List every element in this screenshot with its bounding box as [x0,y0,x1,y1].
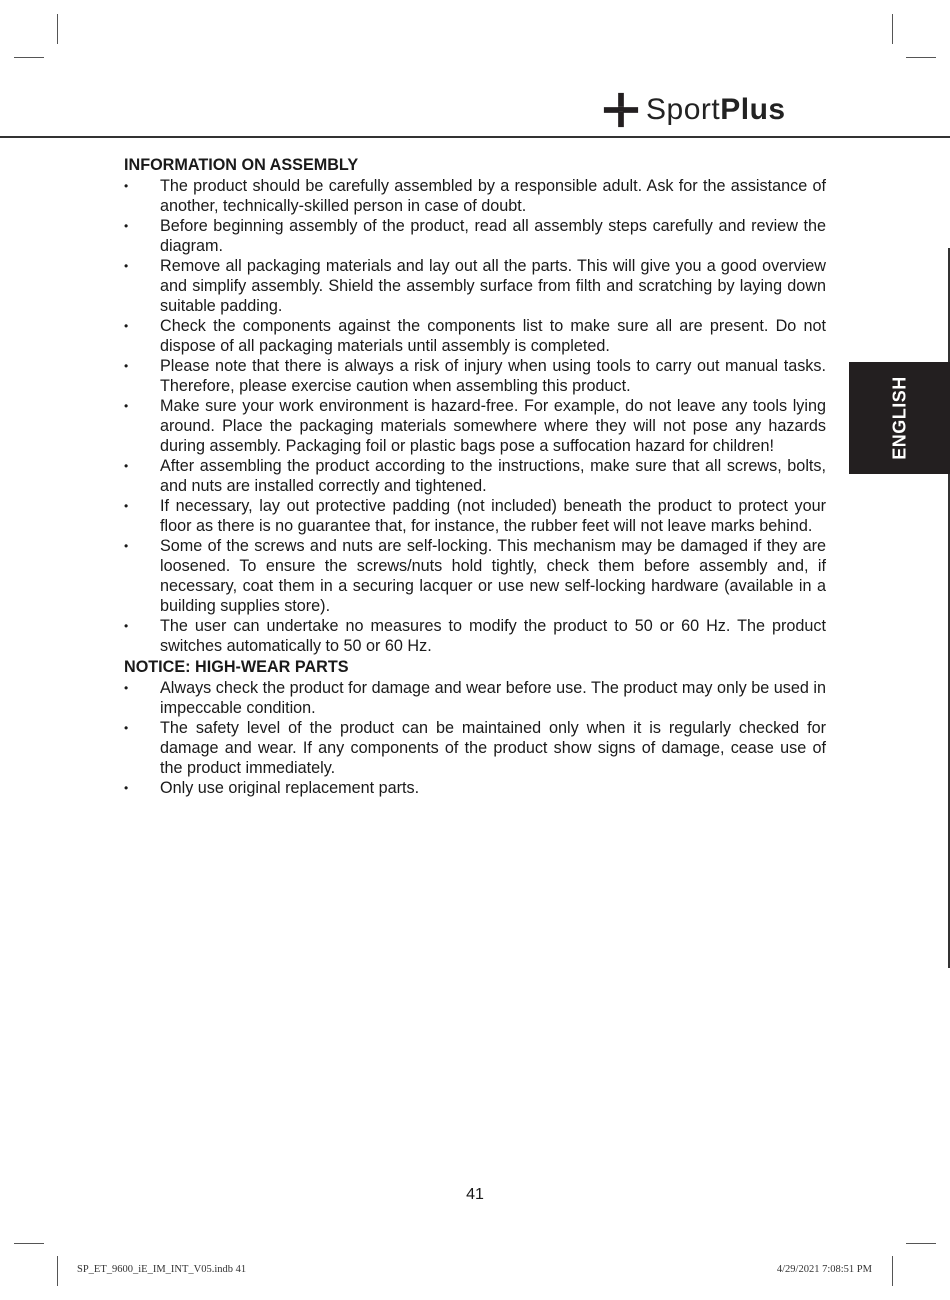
list-item: • Always check the product for damage and wear before use. The product may only be used in impeccable condition. [124,678,826,718]
list-item: • The safety level of the product can be maintained only when it is regularly checked for damage and wear. If any components of the product show signs of damage, cease use of the product immediately. [124,718,826,778]
list-item: • Remove all packaging materials and lay out all the parts. This will give you a good overview and simplify assembly. Shield the assembly surface from filth and scratching by laying down suitable padding. [124,256,826,316]
list-item: • The user can undertake no measures to modify the product to 50 or 60 Hz. The product switches automatically to 50 or 60 Hz. [124,616,826,656]
wear-parts-list [124,678,826,798]
list-item: • After assembling the product according to the instructions, make sure that all screws, bolts, and nuts are installed correctly and tightened. [124,456,826,496]
list-item: • Please note that there is always a risk of injury when using tools to carry out manual tasks. Therefore, please exercise caution when assembling this product. [124,356,826,396]
list-item: • Check the components against the components list to make sure all are present. Do not dispose of all packaging materials until assembly is completed. [124,316,826,356]
assembly-list [124,176,826,656]
list-item: • Make sure your work environment is hazard-free. For example, do not leave any tools lying around. Place the packaging materials somewhere where they will not pose any hazards during assembly. Packaging foil or plastic bags pose a suffocation hazard for children! [124,396,826,456]
crop-mark [57,14,58,44]
brand-wordmark-light: Sport [646,93,721,126]
crop-mark [14,57,44,58]
list-item: • The product should be carefully assembled by a responsible adult. Ask for the assistance of another, technically-skilled person in case of doubt. [124,176,826,216]
list-item: • Some of the screws and nuts are self-locking. This mechanism may be damaged if they are loosened. To ensure the screws/nuts hold tightly, check them before assembly and, if necessary, coat them in a securing lacquer or use new self-locking hardware (available in a building supplies store). [124,536,826,616]
list-item: • Only use original replacement parts. [124,778,826,798]
crop-mark [57,1256,58,1286]
language-tab [849,362,950,474]
slug-file: SP_ET_9600_iE_IM_INT_V05.indb 41 [77,1264,247,1275]
list-item: • Before beginning assembly of the product, read all assembly steps carefully and review the diagram. [124,216,826,256]
assembly-heading: INFORMATION ON ASSEMBLY [124,156,359,174]
brand-logo [602,90,786,130]
cross-logo-icon [602,91,640,129]
brand-wordmark-bold: Plus [720,93,786,126]
crop-mark [892,14,893,44]
language-tab-label: ENGLISH [889,376,909,460]
crop-mark [14,1243,44,1244]
page-number: 41 [466,1186,484,1203]
crop-mark [906,1243,936,1244]
crop-mark [906,57,936,58]
main-content [124,154,826,798]
list-item: • If necessary, lay out protective padding (not included) beneath the product to protect your floor as there is no guarantee that, for instance, the rubber feet will not leave marks behind. [124,496,826,536]
brand-wordmark [646,93,786,127]
wear-parts-heading: NOTICE: HIGH-WEAR PARTS [124,658,349,676]
slug-date: 4/29/2021 7:08:51 PM [776,1264,872,1275]
crop-mark [892,1256,893,1286]
header-rule [0,136,950,138]
